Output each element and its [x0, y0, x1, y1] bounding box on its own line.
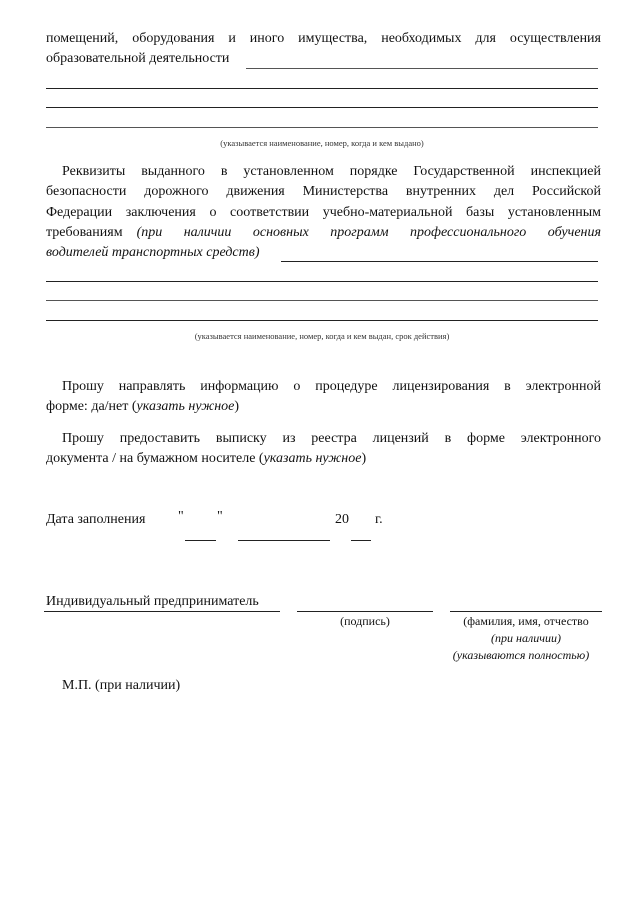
stamp-label: М.П. (при наличии) — [62, 678, 181, 693]
premises-input-line-3[interactable] — [46, 107, 598, 108]
date-quote-open: " — [178, 509, 184, 524]
signature-role: Индивидуальный предприниматель — [46, 594, 259, 609]
gibdd-text-line-4-italic: (при наличии основных программ профессионального обучения — [136, 225, 601, 240]
signature-field[interactable] — [297, 611, 433, 612]
date-year-field[interactable] — [351, 540, 371, 541]
gibdd-input-line-2[interactable] — [46, 281, 598, 282]
electronic-info-line-1: Прошу направлять информацию о процедуре лицензирования в электронной — [62, 379, 601, 394]
extract-request-line-2 — [46, 451, 366, 467]
gibdd-input-line-4[interactable] — [46, 320, 598, 321]
gibdd-text-line-3: Федерации заключения о соответствии учебно-материальной базы установленным — [46, 205, 601, 220]
signature-role-underline — [44, 611, 280, 612]
premises-input-line-2[interactable] — [46, 88, 598, 89]
extract-request-line-2-suffix: ) — [361, 451, 367, 466]
electronic-info-line-2 — [46, 399, 239, 415]
premises-input-line-4[interactable] — [46, 127, 598, 128]
extract-request-line-2-prefix: документа / на бумажном носителе ( — [46, 451, 264, 466]
premises-text-line-2: образовательной деятельности — [46, 51, 230, 66]
full-name-caption-line-2: (при наличии) — [491, 631, 561, 645]
premises-caption: (указывается наименование, номер, когда и кем выдано) — [220, 138, 424, 148]
extract-request-line-2-italic: указать нужное — [263, 451, 362, 466]
extract-request-line-1: Прошу предоставить выписку из реестра лицензий в форме электронного — [62, 431, 601, 446]
full-name-caption-line-3: (указываются полностью) — [452, 648, 590, 662]
signature-caption: (подпись) — [340, 614, 390, 628]
date-month-field[interactable] — [238, 540, 330, 541]
premises-input-line-1[interactable] — [246, 68, 598, 69]
electronic-info-line-2-prefix: форме: да/нет ( — [46, 399, 137, 414]
gibdd-text-line-4-prefix: требованиям — [46, 225, 123, 240]
gibdd-text-line-2: безопасности дорожного движения Министерства внутренних дел Российской — [46, 184, 601, 199]
electronic-info-line-2-italic: указать нужное — [136, 399, 235, 414]
date-quote-close: " — [217, 509, 223, 524]
date-year-suffix: г. — [375, 512, 383, 527]
gibdd-text-line-5-italic: водителей транспортных средств) — [46, 245, 260, 260]
date-year-prefix: 20 — [335, 512, 349, 527]
gibdd-text-line-4 — [46, 225, 601, 241]
gibdd-input-line-1[interactable] — [281, 261, 598, 262]
full-name-field[interactable] — [450, 611, 602, 612]
date-label: Дата заполнения — [46, 512, 146, 527]
premises-text-line-1: помещений, оборудования и иного имущества, необходимых для осуществления — [46, 31, 601, 46]
electronic-info-line-2-suffix: ) — [234, 399, 240, 414]
gibdd-text-line-1: Реквизиты выданного в установленном порядке Государственной инспекцией — [62, 164, 601, 179]
gibdd-caption: (указывается наименование, номер, когда и кем выдан, срок действия) — [194, 331, 450, 341]
gibdd-input-line-3[interactable] — [46, 300, 598, 301]
full-name-caption-line-1: (фамилия, имя, отчество — [463, 614, 589, 628]
date-day-field[interactable] — [185, 540, 216, 541]
